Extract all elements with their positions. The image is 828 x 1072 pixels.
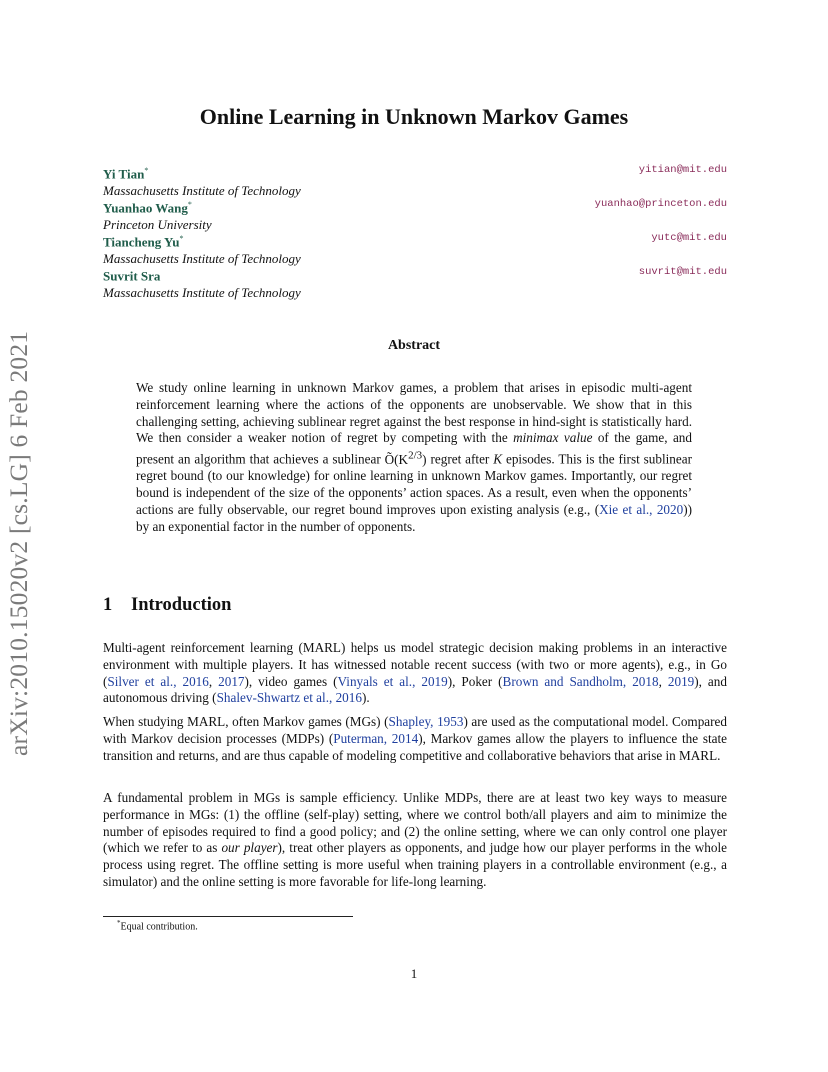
intro-paragraph: When studying MARL, often Markov games (MGs) (Shapley, 1953) are used as the computational model. Compared with Markov decision processes (MDPs) (Puterman, 2014), Markov games allow the players to influence the state transition and returns, and are thus capable of modeling competitive and collaborative behaviors that arise in MARL. <box>103 714 727 763</box>
math-expression: $Õ(K^{2/3})$ <box>384 449 427 467</box>
abstract-heading: Abstract <box>387 338 441 353</box>
citation-link[interactable]: Brown and Sandholm, 2018 <box>502 673 659 689</box>
author-name: Suvrit Sra <box>103 268 161 284</box>
abstract-text: We study online learning in unknown Markov games, a problem that arises in episodic multi-agent reinforcement learning where the actions of the opponents are unobservable. We show that in this challenging setting, achieving sublinear regret against the best response in hind-sight is statistically hard. We then consider a weaker notion of regret by competing with the minimax value of the game, and present an algorithm that achieves a sublinear $Õ(K^{2/3})$ regret after K episodes. This is the first sublinear regret bound (to our knowledge) for online learning in unknown Markov games. Importantly, our regret bound is independent of the size of the opponents’ action spaces. As a result, even when the opponents’ actions are fully observable, our regret bound improves upon existing analysis (e.g., (Xie et al., 2020)) by an exponential factor in the number of opponents. <box>136 380 692 534</box>
intro-paragraph: A fundamental problem in MGs is sample efficiency. Unlike MDPs, there are at least two key ways to measure performance in MGs: (1) the offline (self-play) setting, where we control both/all players and aim to minimize the number of episodes required to find a good policy; and (2) the online setting, where we can only control one player (which we refer to as our player), treat other players as opponents, and judge how our player performs in the whole process using regret. The offline setting is more useful when training players in a controllable environment (e.g., a simulator) and the online setting is more favorable for life-long learning. <box>103 790 727 889</box>
author-entry <box>103 264 727 301</box>
author-affiliation: Massachusetts Institute of Technology <box>103 251 301 267</box>
footnote-divider <box>103 916 353 917</box>
citation-link[interactable]: Xie et al., 2020 <box>599 501 684 517</box>
page-number: 1 <box>410 966 418 981</box>
author-email[interactable]: yuanhao@princeton.edu <box>594 198 727 210</box>
author-affiliation: Princeton University <box>103 217 212 233</box>
intro-paragraph: Multi-agent reinforcement learning (MARL) helps us model strategic decision making problems in an interactive environment with multiple players. It has witnessed notable recent success (with two or more agents), e.g., in Go (Silver et al., 2016, 2017), video games (Vinyals et al., 2019), Poker (Brown and Sandholm, 2018, 2019), and autonomous driving (Shalev-Shwartz et al., 2016). <box>103 640 727 706</box>
citation-link[interactable]: Vinyals et al., 2019 <box>337 673 448 689</box>
author-email[interactable]: yitian@mit.edu <box>638 164 727 176</box>
citation-link[interactable]: Silver et al., 2016 <box>107 673 209 689</box>
author-email[interactable]: suvrit@mit.edu <box>638 266 727 278</box>
footnote: *Equal contribution. <box>117 919 198 933</box>
author-entry <box>103 196 727 233</box>
author-entry <box>103 230 727 267</box>
paper-title: Online Learning in Unknown Markov Games <box>199 104 629 129</box>
author-list <box>103 162 727 301</box>
citation-link[interactable]: Shalev-Shwartz et al., 2016 <box>216 690 362 706</box>
author-entry <box>103 162 727 199</box>
author-name: Tiancheng Yu* <box>103 234 184 250</box>
citation-link[interactable]: 2017 <box>218 673 245 689</box>
author-affiliation: Massachusetts Institute of Technology <box>103 285 301 301</box>
section-heading: 1 Introduction <box>103 595 232 615</box>
author-name: Yuanhao Wang* <box>103 200 192 216</box>
author-name: Yi Tian* <box>103 166 149 182</box>
arxiv-identifier: arXiv:2010.15020v2 [cs.LG] 6 Feb 2021 <box>4 330 33 756</box>
citation-link[interactable]: Puterman, 2014 <box>333 730 419 746</box>
citation-link[interactable]: 2019 <box>667 673 695 689</box>
author-email[interactable]: yutc@mit.edu <box>651 232 727 244</box>
author-affiliation: Massachusetts Institute of Technology <box>103 183 301 199</box>
citation-link[interactable]: Shapley, 1953 <box>388 714 464 729</box>
